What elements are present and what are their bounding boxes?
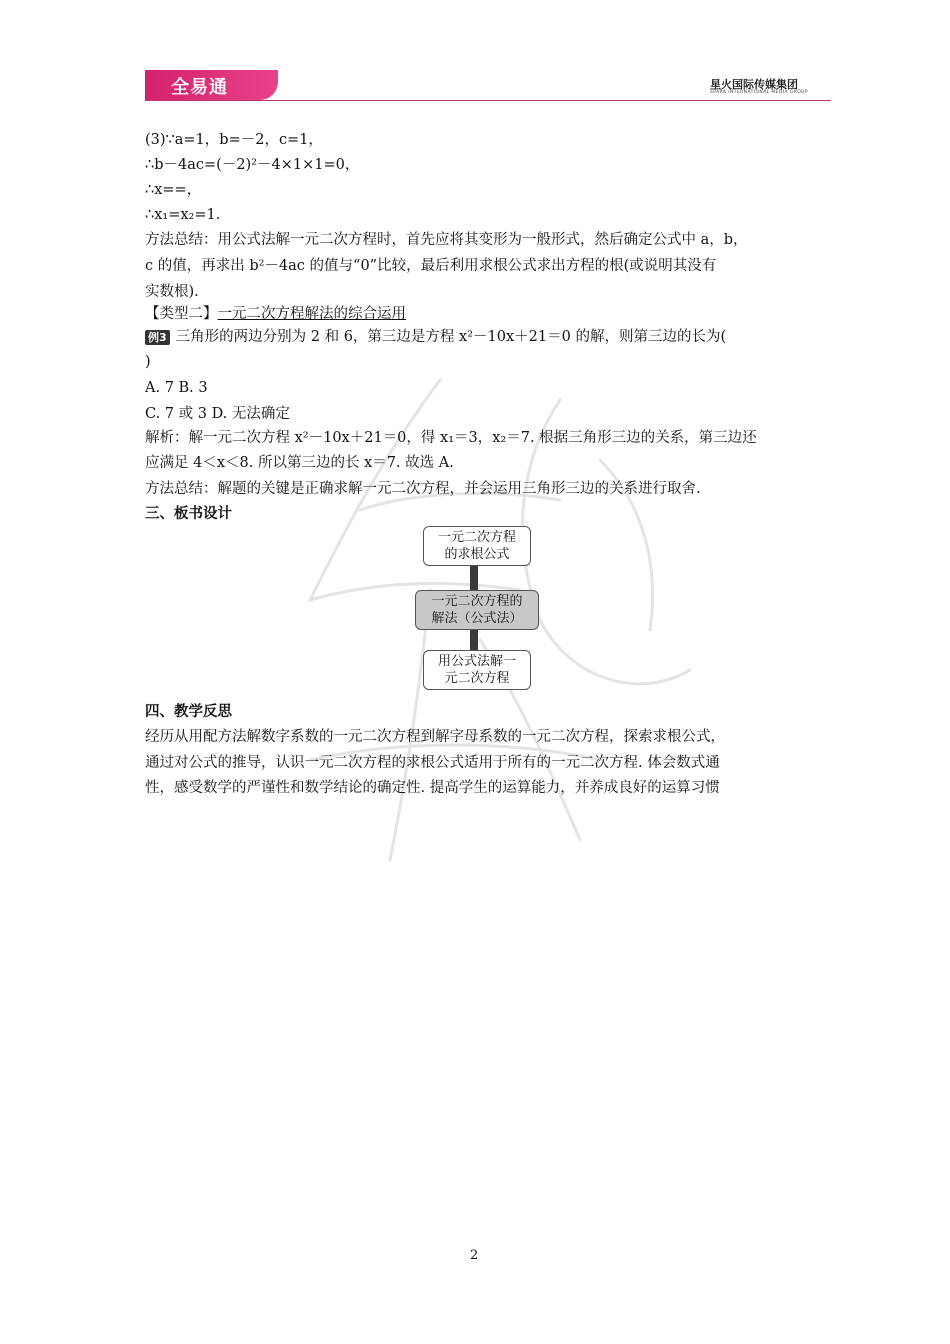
section4-line3: 性，感受数学的严谨性和数学结论的确定性. 提高学生的运算能力，并养成良好的运算习惯 <box>145 780 720 796</box>
solution3-line4: ∴x₁=x₂=1. <box>145 207 221 223</box>
section4-heading: 四、教学反思 <box>145 704 232 720</box>
brand-logo <box>145 70 278 100</box>
solution3-line2: ∴b－4ac=(－2)²－4×1×1=0， <box>145 157 360 173</box>
section3-heading: 三、板书设计 <box>145 506 232 522</box>
summary1-line3: 实数根). <box>145 284 199 300</box>
header-rule <box>145 100 831 101</box>
type2-title: 一元二次方程解法的综合运用 <box>217 306 406 322</box>
example3-question: 三角形的两边分别为 2 和 6，第三边是方程 x²－10x＋21＝0 的解，则第三边的长为( <box>175 329 727 345</box>
solution3-line3: ∴x==， <box>145 182 202 198</box>
solution3-line1: (3)∵a=1，b=－2，c=1， <box>145 132 323 148</box>
company-name: 星火国际传媒集团 <box>710 78 798 91</box>
example3-analysis1: 解析：解一元二次方程 x²－10x＋21＝0，得 x₁＝3，x₂＝7. 根据三角形三边的关系，第三边还 <box>145 430 757 446</box>
example-badge: 例3 <box>145 330 170 345</box>
diagram-connector-top <box>470 566 478 592</box>
type2-heading <box>145 304 406 324</box>
example3-line2: ) <box>145 354 151 370</box>
example3-options-cd: C. 7 或 3 D. 无法确定 <box>145 406 290 422</box>
example3-options-ab: A. 7 B. 3 <box>145 380 208 396</box>
logo-text: 全易通 <box>171 77 228 98</box>
example3-line1 <box>145 327 726 347</box>
diagram-box-formula: 一元二次方程 的求根公式 <box>423 526 531 566</box>
page-number: 2 <box>470 1248 479 1263</box>
example3-analysis2: 应满足 4＜x＜8. 所以第三边的长 x＝7. 故选 A. <box>145 455 454 471</box>
diagram-connector-bottom <box>470 628 478 652</box>
section4-line2: 通过对公式的推导，认识一元二次方程的求根公式适用于所有的一元二次方程. 体会数式通 <box>145 755 720 771</box>
diagram-box-method: 一元二次方程的 解法（公式法） <box>415 590 539 630</box>
example3-summary: 方法总结：解题的关键是正确求解一元二次方程，并会运用三角形三边的关系进行取舍. <box>145 481 701 497</box>
section4-line1: 经历从用配方法解数字系数的一元二次方程到解字母系数的一元二次方程，探索求根公式， <box>145 729 725 745</box>
summary1-line1: 方法总结：用公式法解一元二次方程时，首先应将其变形为一般形式，然后确定公式中 a，b， <box>145 232 748 248</box>
diagram-box-application: 用公式法解一 元二次方程 <box>423 650 531 690</box>
type2-prefix: 【类型二】 <box>145 306 218 322</box>
company-subtitle: SPARK INTERNATIONAL MEDIA GROUP <box>710 90 808 95</box>
summary1-line2: c 的值，再求出 b²－4ac 的值与“0”比较，最后利用求根公式求出方程的根(或说明其没有 <box>145 258 717 274</box>
